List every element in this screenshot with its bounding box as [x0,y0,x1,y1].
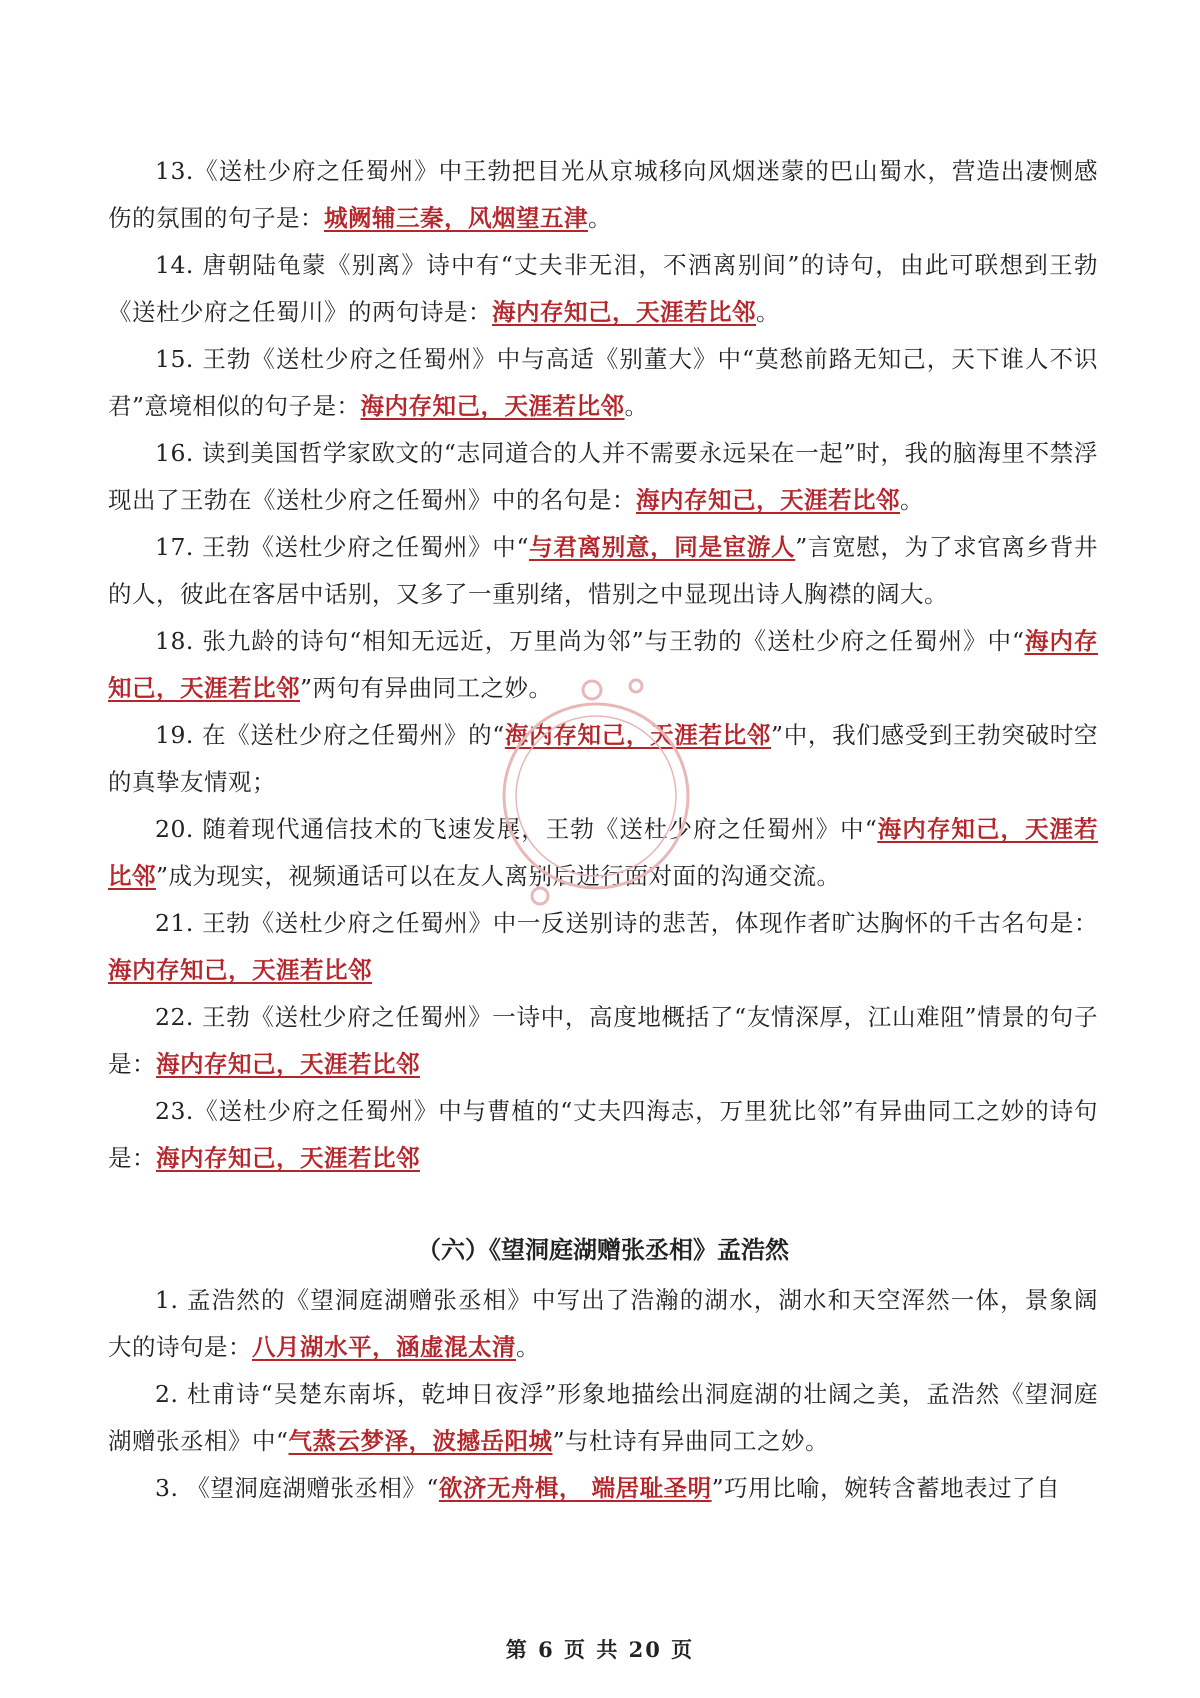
answer-text: 气蒸云梦泽，波撼岳阳城 [288,1427,553,1455]
question-item: 16. 读到美国哲学家欧文的“志同道合的人并不需要永远呆在一起”时，我的脑海里不禁浮现出了王勃在《送杜少府之任蜀州》中的名句是：海内存知己，天涯若比邻。 [108,439,1098,514]
question-item: 13.《送杜少府之任蜀州》中王勃把目光从京城移向风烟迷蒙的巴山蜀水，营造出凄恻感伤的氛围的句子是：城阙辅三秦，风烟望五津。 [108,157,1098,232]
question-item: 19. 在《送杜少府之任蜀州》的“海内存知己，天涯若比邻”中，我们感受到王勃突破时空的真挚友情观； [108,721,1098,796]
question-item: 21. 王勃《送杜少府之任蜀州》中一反送别诗的悲苦，体现作者旷达胸怀的千古名句是：海内存知己，天涯若比邻 [108,909,1098,984]
answer-text: 海内存知己，天涯若比邻 [108,627,1099,702]
answer-text: 海内存知己，天涯若比邻 [156,1050,420,1078]
section-title: （六）《望洞庭湖赠张丞相》孟浩然 [417,1235,789,1264]
question-item: 20. 随着现代通信技术的飞速发展，王勃《送杜少府之任蜀州》中“海内存知己，天涯若比邻”成为现实，视频通话可以在友人离别后进行面对面的沟通交流。 [108,815,1099,890]
answer-text: 与君离别意，同是宦游人 [528,533,796,561]
question-item: 3. 《望洞庭湖赠张丞相》“欲济无舟楫， 端居耻圣明”巧用比喻，婉转含蓄地表过了自 [155,1474,1061,1502]
question-item: 15. 王勃《送杜少府之任蜀州》中与高适《别董大》中“莫愁前路无知己，天下谁人不识君”意境相似的句子是：海内存知己，天涯若比邻。 [108,345,1098,420]
section-question-list [108,1277,1098,1512]
answer-text: 八月湖水平，涵虚混太清 [252,1333,516,1361]
answer-text: 海内存知己，天涯若比邻 [108,956,372,984]
answer-text: 海内存知己，天涯若比邻 [360,392,625,420]
question-item: 23.《送杜少府之任蜀州》中与曹植的“丈夫四海志，万里犹比邻”有异曲同工之妙的诗句是：海内存知己，天涯若比邻 [108,1097,1098,1172]
answer-text: 城阙辅三秦，风烟望五津 [324,204,588,232]
question-item: 18. 张九龄的诗句“相知无远近，万里尚为邻”与王勃的《送杜少府之任蜀州》中“海内存知己，天涯若比邻”两句有异曲同工之妙。 [108,627,1099,702]
answer-text: 海内存知己，天涯若比邻 [108,815,1099,890]
question-item: 2. 杜甫诗“吴楚东南坼，乾坤日夜浮”形象地描绘出洞庭湖的壮阔之美，孟浩然《望洞庭湖赠张丞相》中“气蒸云梦泽，波撼岳阳城”与杜诗有异曲同工之妙。 [108,1380,1098,1455]
question-list [108,148,1098,1182]
answer-text: 海内存知己，天涯若比邻 [504,721,772,749]
question-item: 14. 唐朝陆龟蒙《别离》诗中有“丈夫非无泪，不洒离别间”的诗句，由此可联想到王勃《送杜少府之任蜀川》的两句诗是：海内存知己，天涯若比邻。 [108,251,1098,326]
answer-text: 海内存知己，天涯若比邻 [636,486,900,514]
page-content [108,148,1098,1512]
question-item: 22. 王勃《送杜少府之任蜀州》一诗中，高度地概括了“友情深厚，江山难阻”情景的句子是：海内存知己，天涯若比邻 [108,1003,1098,1078]
question-item: 1. 孟浩然的《望洞庭湖赠张丞相》中写出了浩瀚的湖水，湖水和天空浑然一体，景象阔大的诗句是：八月湖水平，涵虚混太清。 [108,1286,1098,1361]
page-footer: 第 6 页 共 20 页 [505,1637,695,1662]
question-item: 17. 王勃《送杜少府之任蜀州》中“与君离别意，同是宦游人”言宽慰，为了求官离乡背井的人，彼此在客居中话别，又多了一重别绪，惜别之中显现出诗人胸襟的阔大。 [108,533,1098,608]
answer-text: 海内存知己，天涯若比邻 [492,298,756,326]
answer-text: 海内存知己，天涯若比邻 [156,1144,420,1172]
answer-text: 欲济无舟楫， 端居耻圣明 [438,1474,712,1502]
